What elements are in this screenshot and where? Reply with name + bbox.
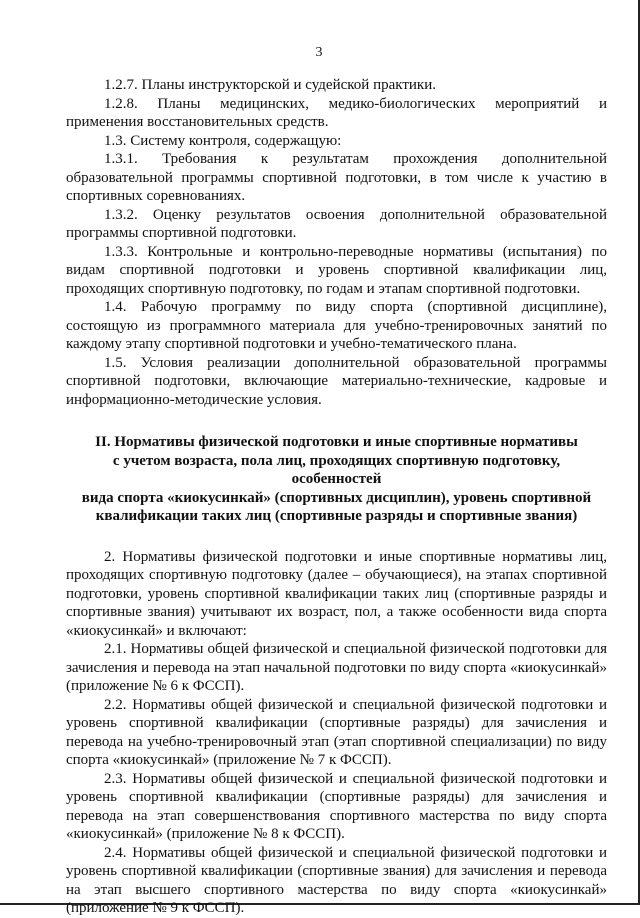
paragraph-2-4: 2.4. Нормативы общей физической и специальной физической подготовки и уровень спортивной квалификации (спортивные звания) для зачисления и перевода на этап высшего спортивного мастерства по виду спорта «киокусинкай» (приложение № 9 к ФССП). xyxy=(66,844,607,916)
paragraph-1-2-8: 1.2.8. Планы медицинских, медико-биологических мероприятий и применения восстановительных средств. xyxy=(66,95,607,130)
document-body xyxy=(66,76,607,918)
paragraph-1-3: 1.3. Систему контроля, содержащую: xyxy=(104,132,342,149)
section-heading-line-2: с учетом возраста, пола лиц, проходящих спортивную подготовку, особенностей xyxy=(112,452,561,487)
paragraph-2-3: 2.3. Нормативы общей физической и специальной физической подготовки и уровень спортивной квалификации (спортивные разряды) для зачисления и перевода на этап совершенствования спортивного мастерства по виду спорта «киокусинкай» (приложение № 8 к ФССП). xyxy=(66,770,607,842)
paragraph-1-2-7: 1.2.7. Планы инструкторской и судейской практики. xyxy=(104,77,436,93)
paragraph-1-3-2: 1.3.2. Оценку результатов освоения дополнительной образовательной программы спортивной подготовки. xyxy=(66,206,607,241)
section-heading-line-4: квалификации таких лиц (спортивные разряды и спортивные звания) xyxy=(95,508,578,524)
paragraph-1-3-3: 1.3.3. Контрольные и контрольно-переводные нормативы (испытания) по видам спортивной подготовки и уровень спортивной квалификации лиц, проходящих спортивную подготовку, по годам и этапам спортивной подготовки. xyxy=(66,243,607,297)
paragraph-2-1: 2.1. Нормативы общей физической и специальной физической подготовки для зачисления и перевода на этап начальной подготовки по виду спорта «киокусинкай» (приложение № 6 к ФССП). xyxy=(66,641,607,694)
section-heading-line-3: вида спорта «киокусинкай» (спортивных дисциплин), уровень спортивной xyxy=(81,489,592,506)
section-heading-line-1: II. Нормативы физической подготовки и иные спортивные нормативы xyxy=(95,434,578,450)
paragraph-2-2: 2.2. Нормативы общей физической и специальной физической подготовки и уровень спортивной квалификации (спортивные разряды) для зачисления и перевода на учебно-тренировочный этап (этап спортивной специализации) по виду спорта «киокусинкай» (приложение № 7 к ФССП). xyxy=(66,696,607,768)
page-number: 3 xyxy=(315,45,323,60)
paragraph-1-4: 1.4. Рабочую программу по виду спорта (спортивной дисциплине), состоящую из программного материала для учебно-тренировочных занятий по каждому этапу спортивной подготовки и учебно-тематического плана. xyxy=(66,299,607,352)
paragraph-1-3-1: 1.3.1. Требования к результатам прохождения дополнительной образовательной программы спортивной подготовки, в том числе к участию в спортивных соревнованиях. xyxy=(66,151,607,204)
section-heading xyxy=(66,433,607,526)
paragraph-1-5: 1.5. Условия реализации дополнительной образовательной программы спортивной подготовки, включающие материально-технические, кадровые и информационно-методические условия. xyxy=(66,354,607,408)
paragraph-2: 2. Нормативы физической подготовки и иные спортивные нормативы лиц, проходящих спортивную подготовку (далее – обучающиеся), на этапах спортивной подготовки, уровень спортивной квалификации таких лиц (спортивные разряды и спортивные звания) учитывают их возраст, пол, а также особенности вида спорта «киокусинкай» и включают: xyxy=(66,548,607,639)
